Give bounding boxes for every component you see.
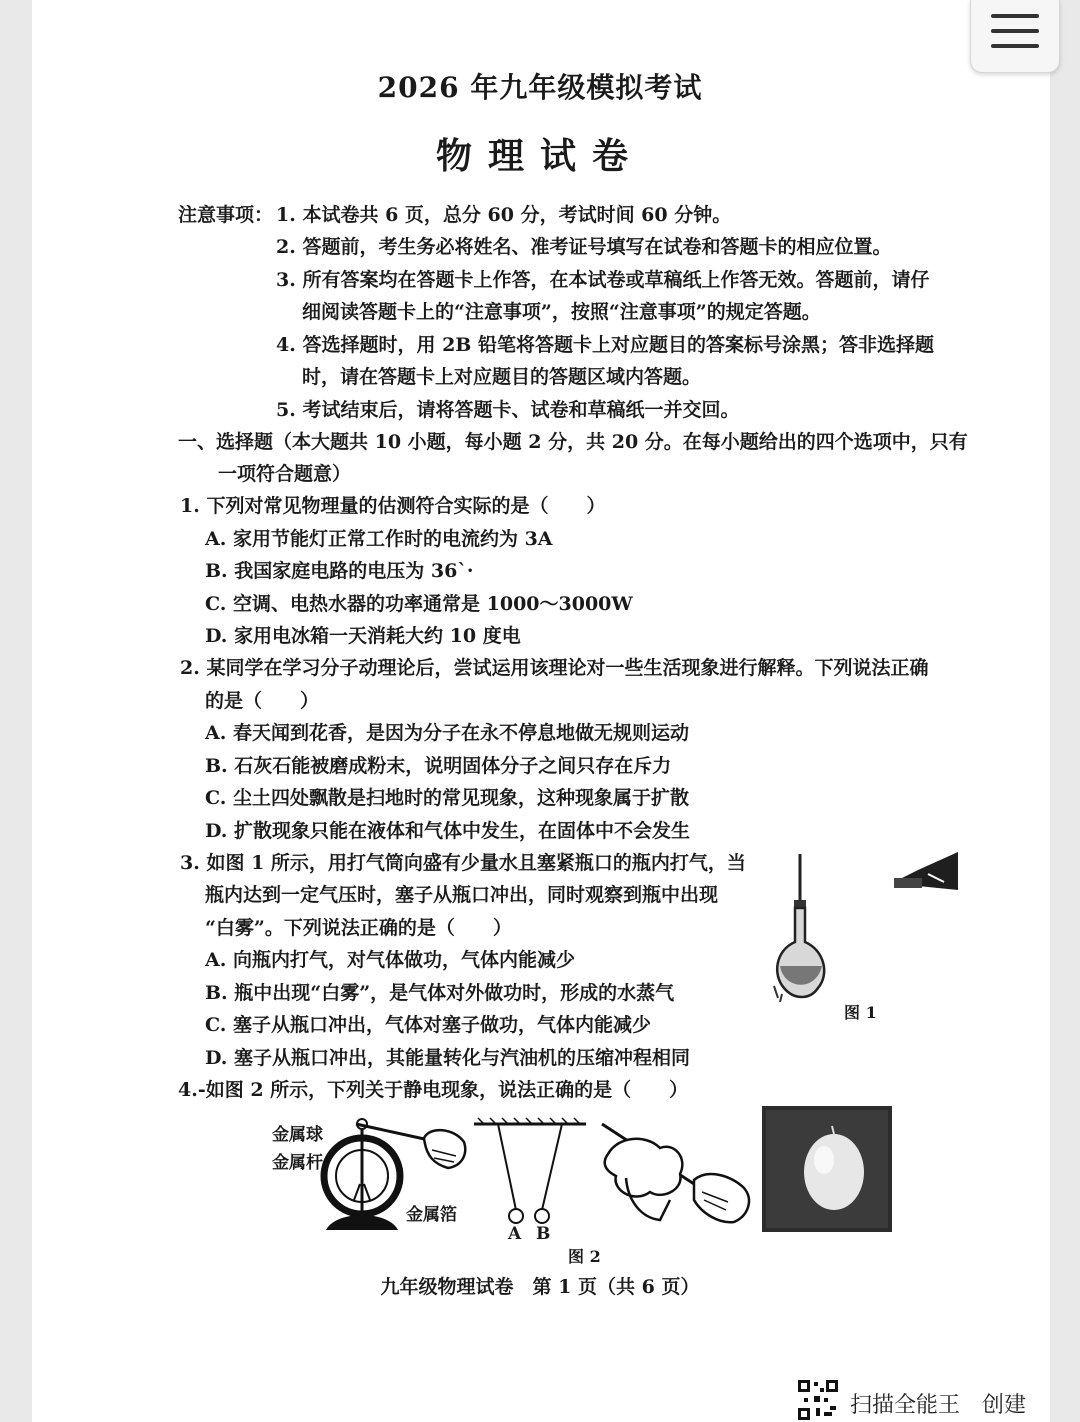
scanner-watermark: 扫描全能王 创建 bbox=[850, 1393, 1027, 1418]
label-ball-b: B bbox=[536, 1224, 551, 1244]
subject-title: 物理试卷 bbox=[435, 135, 644, 177]
label-metal-foil: 金属箔 bbox=[406, 1205, 457, 1225]
question-option: B. 我国家庭电路的电压为 36`· bbox=[205, 560, 474, 582]
notice-item: 时，请在答题卡上对应题目的答题区域内答题。 bbox=[302, 366, 702, 388]
question-stem: 2. 某同学在学习分子动理论后，尝试运用该理论对一些生活现象进行解释。下列说法正确 bbox=[180, 657, 929, 679]
suspended-balls-illustration bbox=[470, 1114, 590, 1230]
notice-item: 1. 本试卷共 6 页，总分 60 分，考试时间 60 分钟。 bbox=[276, 204, 732, 226]
menu-button[interactable] bbox=[970, 0, 1060, 73]
question-option: C. 空调、电热水器的功率通常是 1000～3000W bbox=[205, 593, 633, 615]
question-option: A. 向瓶内打气，对气体做功，气体内能减少 bbox=[205, 949, 575, 971]
question-option: C. 塞子从瓶口冲出，气体对塞子做功，气体内能减少 bbox=[205, 1014, 652, 1036]
question-stem: 1. 下列对常见物理量的估测符合实际的是（ ） bbox=[180, 495, 606, 517]
rod-rubbing-illustration bbox=[598, 1118, 756, 1232]
question-stem-cont: 的是（ ） bbox=[205, 690, 320, 712]
question-stem-cont: 瓶内达到一定气压时，塞子从瓶口冲出，同时观察到瓶中出现 bbox=[205, 884, 719, 906]
section-heading-cont: 一项符合题意） bbox=[218, 463, 352, 485]
hamburger-menu-icon bbox=[991, 29, 1039, 33]
question-option: D. 家用电冰箱一天消耗大约 10 度电 bbox=[205, 625, 521, 647]
question-option: A. 家用节能灯正常工作时的电流约为 3A bbox=[205, 528, 553, 550]
notice-item: 5. 考试结束后，请将答题卡、试卷和草稿纸一并交回。 bbox=[276, 399, 740, 421]
figure-1-flask-illustration bbox=[768, 846, 964, 1006]
question-option: B. 瓶中出现“白雾”，是气体对外做功时，形成的水蒸气 bbox=[205, 982, 675, 1004]
question-stem: 3. 如图 1 所示，用打气筒向盛有少量水且塞紧瓶口的瓶内打气，当 bbox=[180, 852, 746, 874]
question-option: B. 石灰石能被磨成粉末，说明固体分子之间只存在斥力 bbox=[205, 755, 672, 777]
label-metal-rod: 金属杆 bbox=[272, 1153, 323, 1173]
question-option: D. 塞子从瓶口冲出，其能量转化与汽油机的压缩冲程相同 bbox=[205, 1047, 691, 1069]
section-heading: 一、选择题（本大题共 10 小题，每小题 2 分，共 20 分。在每小题给出的四个选项中，只有 bbox=[178, 431, 968, 453]
question-option: C. 尘土四处飘散是扫地时的常见现象，这种现象属于扩散 bbox=[205, 787, 690, 809]
qr-code-icon bbox=[796, 1378, 840, 1422]
question-option: D. 扩散现象只能在液体和气体中发生，在固体中不会发生 bbox=[205, 820, 691, 842]
question-stem-cont: “白雾”。下列说法正确的是（ ） bbox=[205, 917, 512, 939]
notice-label: 注意事项： bbox=[178, 204, 274, 226]
hamburger-menu-icon bbox=[991, 44, 1039, 48]
question-stem: 4.-如图 2 所示，下列关于静电现象，说法正确的是（ ） bbox=[178, 1079, 689, 1101]
exam-title: 2026 年九年级模拟考试 bbox=[377, 71, 703, 104]
notice-item: 4. 答选择题时，用 2B 铅笔将答题卡上对应题目的答案标号涂黑；答非选择题 bbox=[276, 334, 934, 356]
label-ball-a: A bbox=[508, 1224, 522, 1244]
question-option: A. 春天闻到花香，是因为分子在永不停息地做无规则运动 bbox=[205, 722, 689, 744]
hamburger-menu-icon bbox=[991, 14, 1039, 18]
notice-item: 3. 所有答案均在答题卡上作答，在本试卷或草稿纸上作答无效。答题前，请仔 bbox=[276, 269, 930, 291]
balloon-photo bbox=[762, 1106, 892, 1232]
page-footer: 九年级物理试卷 第 1 页（共 6 页） bbox=[380, 1276, 700, 1298]
notice-item: 细阅读答题卡上的“注意事项”，按照“注意事项”的规定答题。 bbox=[302, 301, 821, 323]
figure-2-caption: 图 2 bbox=[568, 1247, 601, 1266]
notice-item: 2. 答题前，考生务必将姓名、准考证号填写在试卷和答题卡的相应位置。 bbox=[276, 236, 892, 258]
figure-1-caption: 图 1 bbox=[844, 1003, 877, 1022]
label-metal-ball: 金属球 bbox=[272, 1125, 323, 1145]
